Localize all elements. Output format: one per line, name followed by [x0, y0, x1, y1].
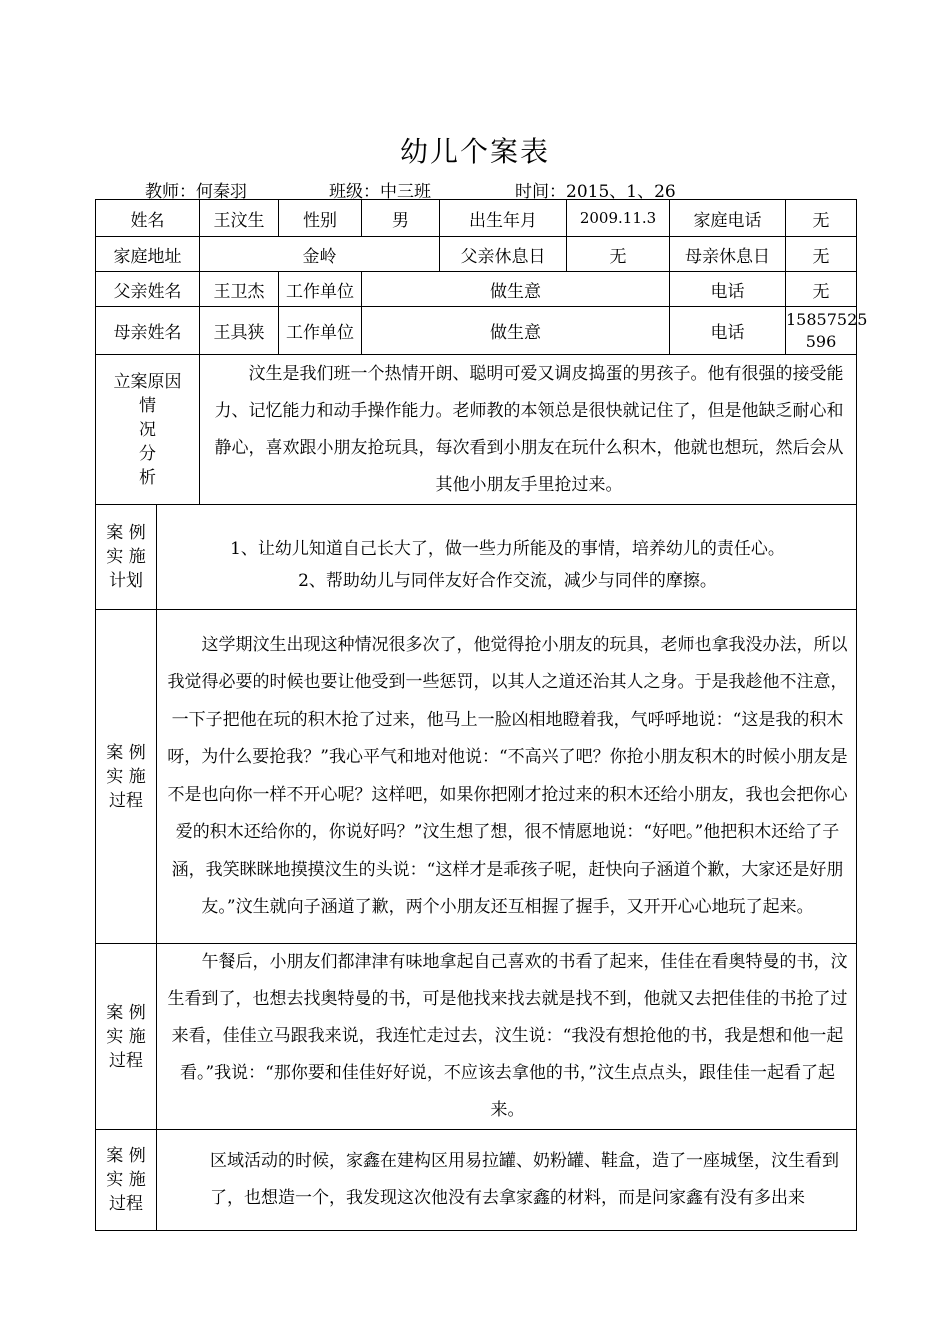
reason-label-line-3: 况: [139, 419, 156, 440]
name-label: 姓名: [96, 200, 200, 237]
mother-phone-label: 电话: [670, 307, 786, 355]
child-name: 王汶生: [200, 200, 279, 237]
class-name: 班级：中三班: [329, 182, 431, 202]
process-3-label-line-3: 过程: [109, 1194, 143, 1214]
process-2-label-line-1: 案 例: [106, 1002, 146, 1023]
process-row-2: [96, 944, 857, 1130]
process-1-label-line-1: 案 例: [106, 742, 146, 763]
process-1-label-line-3: 过程: [109, 790, 143, 811]
father-phone: 无: [786, 272, 857, 307]
gender-label: 性别: [279, 200, 362, 237]
process-2-label-line-3: 过程: [109, 1050, 143, 1071]
father-rest-label: 父亲休息日: [440, 237, 567, 272]
teacher-name: 教师：何秦羽: [145, 182, 247, 202]
process-2-label: [96, 944, 157, 1130]
process-row-1: [96, 610, 857, 944]
page-title: 幼儿个案表: [399, 135, 550, 168]
birth-label: 出生年月: [440, 200, 567, 237]
plan-item-2: 2、帮助幼儿与同伴友好合作交流，减少与同伴的摩擦。: [298, 571, 717, 591]
mother-row: [96, 307, 857, 355]
process-3-label: [96, 1130, 157, 1231]
mother-phone: [786, 307, 868, 355]
address-row: [96, 237, 857, 272]
reason-label: [96, 355, 200, 505]
mother-work: 做生意: [362, 307, 670, 355]
reason-analysis: [200, 355, 857, 505]
father-row: [96, 272, 857, 307]
reason-label-line-1: 立案原因: [113, 371, 182, 392]
process-row-3: [96, 1130, 857, 1231]
mother-rest-label: 母亲休息日: [670, 237, 786, 272]
father-work-label: 工作单位: [279, 272, 362, 307]
mother-name-label: 母亲姓名: [96, 307, 200, 355]
case-table: [95, 199, 868, 1231]
mother-work-label: 工作单位: [279, 307, 362, 355]
reason-label-line-5: 析: [139, 467, 156, 488]
father-name-label: 父亲姓名: [96, 272, 200, 307]
child-gender: 男: [362, 200, 440, 237]
reason-label-line-4: 分: [139, 443, 156, 464]
home-phone-label: 家庭电话: [670, 200, 786, 237]
reason-text: 汶生是我们班一个热情开朗、聪明可爱又调皮捣蛋的男孩子。他有很强的接受能力、记忆能力和动手操作能力。老师教的本领总是很快就记住了，但是他缺乏耐心和静心，喜欢跟小朋友抢玩具，每次看到小朋友在玩什么积木，他就也想玩，然后会从其他小朋友手里抢过来。: [214, 363, 844, 495]
home-address: 金岭: [200, 237, 440, 272]
process-2-label-line-2: 实 施: [106, 1026, 146, 1047]
home-phone: 无: [786, 200, 857, 237]
plan-label-line-1: 案 例: [106, 523, 146, 543]
plan-label-line-2: 实 施: [106, 547, 146, 567]
reason-label-line-2: 情: [139, 395, 156, 416]
process-1-text: 这学期汶生出现这种情况很多次了，他觉得抢小朋友的玩具，老师也拿我没办法，所以我觉得必要的时候也要让他受到一些惩罚，以其人之道还治其人之身。于是我趁他不注意，一下子把他在玩的积木抢了过来，他马上一脸凶相地瞪着我，气呼呼地说：“这是我的积木呀，为什么要抢我？”我心平气和地对他说：“不高兴了吧？你抢小朋友积木的时候小朋友是不是也向你一样不开心呢？这样吧，如果你把刚才抢过来的积木还给小朋友，我也会把你心爱的积木还给你的，你说好吗？”汶生想了想，很不情愿地说：“好吧。”他把积木还给了子涵，我笑眯眯地摸摸汶生的头说：“这样才是乖孩子呢，赶快向子涵道个歉，大家还是好朋友。”汶生就向子涵道了歉，两个小朋友还互相握了握手，又开开心心地玩了起来。: [167, 634, 848, 917]
address-label: 家庭地址: [96, 237, 200, 272]
father-phone-label: 电话: [670, 272, 786, 307]
father-rest-day: 无: [567, 237, 670, 272]
reason-row: [96, 355, 857, 505]
process-3-text: 区域活动的时候，家鑫在建构区用易拉罐、奶粉罐、鞋盒，造了一座城堡，汶生看到了，也想造一个，我发现这次他没有去拿家鑫的材料，而是问家鑫有没有多出来: [210, 1151, 839, 1208]
mother-rest-day: 无: [786, 237, 857, 272]
basic-info-row: [96, 200, 857, 237]
plan-label-line-3: 计划: [109, 571, 143, 591]
mother-phone-line-1: 15857525: [786, 309, 868, 329]
record-date: 时间：2015、1、26: [515, 182, 676, 202]
father-name: 王卫杰: [200, 272, 279, 307]
plan-item-1: 1、让幼儿知道自己长大了，做一些力所能及的事情，培养幼儿的责任心。: [230, 539, 785, 559]
process-3-content: [157, 1130, 857, 1231]
plan-content: [157, 505, 857, 610]
mother-name: 王具狭: [200, 307, 279, 355]
process-3-label-line-2: 实 施: [106, 1170, 146, 1190]
process-3-label-line-1: 案 例: [106, 1146, 146, 1166]
plan-row: [96, 505, 857, 610]
birth-date: 2009.11.3: [567, 200, 670, 237]
father-work: 做生意: [362, 272, 670, 307]
process-1-label: [96, 610, 157, 944]
process-1-label-line-2: 实 施: [106, 766, 146, 787]
plan-label: [96, 505, 157, 610]
process-2-content: [157, 944, 857, 1130]
mother-phone-line-2: 596: [805, 331, 837, 351]
process-1-content: [157, 610, 857, 944]
process-2-text: 午餐后，小朋友们都津津有味地拿起自己喜欢的书看了起来，佳佳在看奥特曼的书，汶生看到了，也想去找奥特曼的书，可是他找来找去就是找不到，他就又去把佳佳的书抢了过来看，佳佳立马跟我来说，我连忙走过去，汶生说：“我没有想抢他的书，我是想和他一起看。”我说：“那你要和佳佳好好说，不应该去拿他的书，”汶生点点头，跟佳佳一起看了起来。: [167, 952, 848, 1120]
